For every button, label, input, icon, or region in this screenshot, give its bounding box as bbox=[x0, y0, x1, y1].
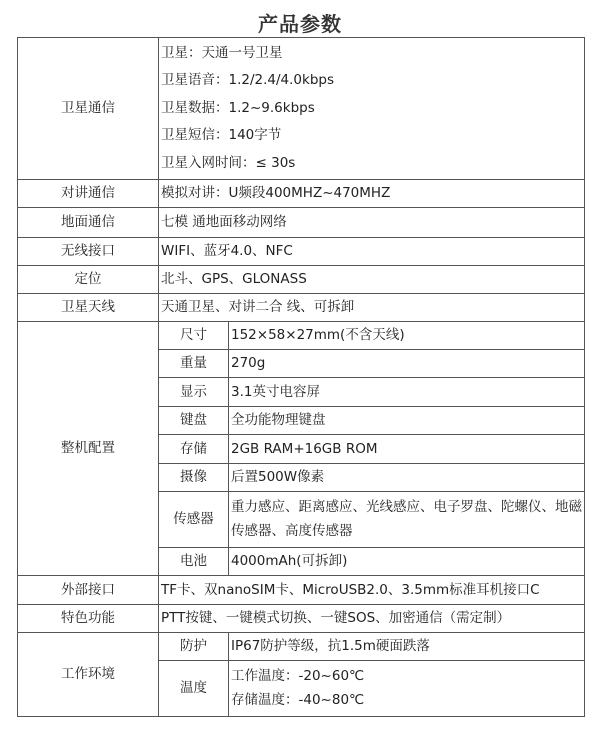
device-value: 2GB RAM+16GB ROM bbox=[229, 434, 585, 463]
satellite-details bbox=[159, 38, 585, 180]
positioning-value: 北斗、GPS、GLONASS bbox=[159, 265, 585, 293]
device-value: 重力感应、距离感应、光线感应、电子罗盘、陀螺仪、地磁传感器、高度传感器 bbox=[229, 491, 585, 547]
device-label: 键盘 bbox=[159, 406, 229, 434]
device-value: 3.1英寸电容屏 bbox=[229, 377, 585, 406]
category-positioning: 定位 bbox=[18, 265, 159, 293]
device-label: 电池 bbox=[159, 547, 229, 575]
features-value: PTT按键、一键模式切换、一键SOS、加密通信（需定制） bbox=[159, 604, 585, 632]
satellite-line: 卫星：天通一号卫星 bbox=[161, 45, 283, 61]
page-title: 产品参数 bbox=[258, 12, 342, 36]
device-value: 后置500W像素 bbox=[229, 463, 585, 491]
working-temperature: 工作温度：-20~60℃ bbox=[231, 668, 365, 685]
category-intercom: 对讲通信 bbox=[18, 179, 159, 207]
category-satellite: 卫星通信 bbox=[18, 38, 159, 180]
category-antenna: 卫星天线 bbox=[18, 293, 159, 321]
table-row bbox=[18, 632, 585, 660]
device-label: 摄像 bbox=[159, 463, 229, 491]
device-label: 存储 bbox=[159, 434, 229, 463]
protection-value: IP67防护等级，抗1.5m硬面跌落 bbox=[229, 632, 585, 660]
table-row bbox=[18, 321, 585, 349]
category-device: 整机配置 bbox=[18, 321, 159, 575]
device-value: 4000mAh(可拆卸) bbox=[229, 547, 585, 575]
temperature-values bbox=[229, 660, 585, 716]
external-value: TF卡、双nanoSIM卡、MicroUSB2.0、3.5mm标准耳机接口C bbox=[159, 575, 585, 604]
table-row bbox=[18, 604, 585, 632]
wireless-value: WIFI、蓝牙4.0、NFC bbox=[159, 237, 585, 265]
category-features: 特色功能 bbox=[18, 604, 159, 632]
device-value: 全功能物理键盘 bbox=[229, 406, 585, 434]
device-label: 显示 bbox=[159, 377, 229, 406]
environment-label: 防护 bbox=[159, 632, 229, 660]
storage-temperature: 存储温度：-40~80℃ bbox=[231, 692, 365, 709]
intercom-value: 模拟对讲：U频段400MHZ~470MHZ bbox=[159, 179, 585, 207]
antenna-value: 天通卫星、对讲二合 线、可拆卸 bbox=[159, 293, 585, 321]
table-row bbox=[18, 179, 585, 207]
table-row bbox=[18, 575, 585, 604]
spec-table bbox=[17, 37, 585, 717]
table-row bbox=[18, 237, 585, 265]
table-row bbox=[18, 293, 585, 321]
satellite-line: 卫星入网时间：≤ 30s bbox=[161, 154, 296, 171]
category-ground: 地面通信 bbox=[18, 207, 159, 237]
table-row bbox=[18, 38, 585, 180]
category-wireless: 无线接口 bbox=[18, 237, 159, 265]
satellite-line: 卫星短信：140字节 bbox=[161, 127, 282, 144]
device-value: 152×58×27mm(不含天线) bbox=[229, 321, 585, 349]
category-external: 外部接口 bbox=[18, 575, 159, 604]
device-label: 重量 bbox=[159, 349, 229, 377]
environment-label: 温度 bbox=[159, 660, 229, 716]
device-label: 尺寸 bbox=[159, 321, 229, 349]
category-environment: 工作环境 bbox=[18, 632, 159, 716]
device-value: 270g bbox=[229, 349, 585, 377]
table-row bbox=[18, 207, 585, 237]
satellite-line: 卫星语音：1.2/2.4/4.0kbps bbox=[161, 72, 334, 89]
satellite-line: 卫星数据：1.2~9.6kbps bbox=[161, 99, 315, 116]
device-label: 传感器 bbox=[159, 491, 229, 547]
table-row bbox=[18, 265, 585, 293]
ground-value: 七模 通地面移动网络 bbox=[159, 207, 585, 237]
